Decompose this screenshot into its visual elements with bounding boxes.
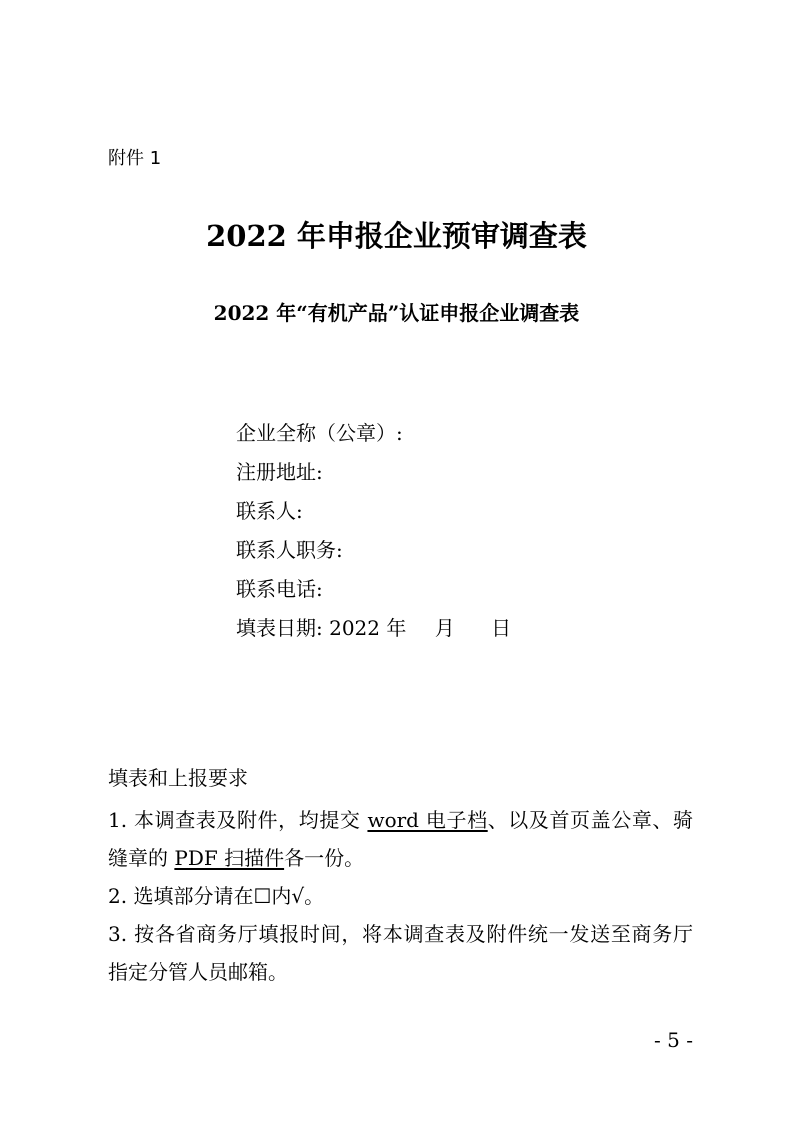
fill-date-day: 日 bbox=[491, 616, 512, 640]
main-title: 2022 年申报企业预审调查表 bbox=[206, 219, 587, 253]
annex-label: 附件 1 bbox=[108, 148, 162, 169]
pdf-scan-link[interactable]: PDF 扫描件 bbox=[174, 846, 285, 870]
requirement-item: 3. 按各省商务厅填报时间，将本调查表及附件统一发送至商务厅指定分管人员邮箱。 bbox=[108, 922, 693, 984]
field-contact-title: 联系人职务: bbox=[236, 538, 343, 562]
requirements-list bbox=[108, 801, 693, 991]
field-contact-phone: 联系电话: bbox=[236, 577, 323, 601]
sub-title: 2022 年“有机产品”认证申报企业调查表 bbox=[213, 301, 580, 325]
fill-date-month: 月 bbox=[434, 616, 455, 640]
field-contact-person: 联系人: bbox=[236, 499, 303, 523]
word-document-link[interactable]: word 电子档 bbox=[367, 808, 488, 832]
form-fields bbox=[236, 418, 511, 652]
page-number: - 5 - bbox=[654, 1028, 693, 1052]
requirement-1-middle: 、以及首页盖公章、骑缝章的 bbox=[108, 808, 694, 870]
fill-date-year: 2022 年 bbox=[329, 616, 407, 640]
requirement-1-suffix: 各一份。 bbox=[284, 846, 365, 870]
field-fill-date bbox=[236, 613, 511, 652]
fill-date-label: 填表日期: bbox=[236, 616, 323, 640]
requirement-1-prefix: 1. 本调查表及附件，均提交 bbox=[108, 808, 368, 832]
requirements-title: 填表和上报要求 bbox=[108, 766, 248, 790]
field-registered-address: 注册地址: bbox=[236, 460, 323, 484]
field-company-name: 企业全称（公章）: bbox=[236, 421, 403, 445]
requirement-item: 2. 选填部分请在☐内√。 bbox=[108, 884, 325, 908]
requirement-item bbox=[108, 801, 693, 877]
